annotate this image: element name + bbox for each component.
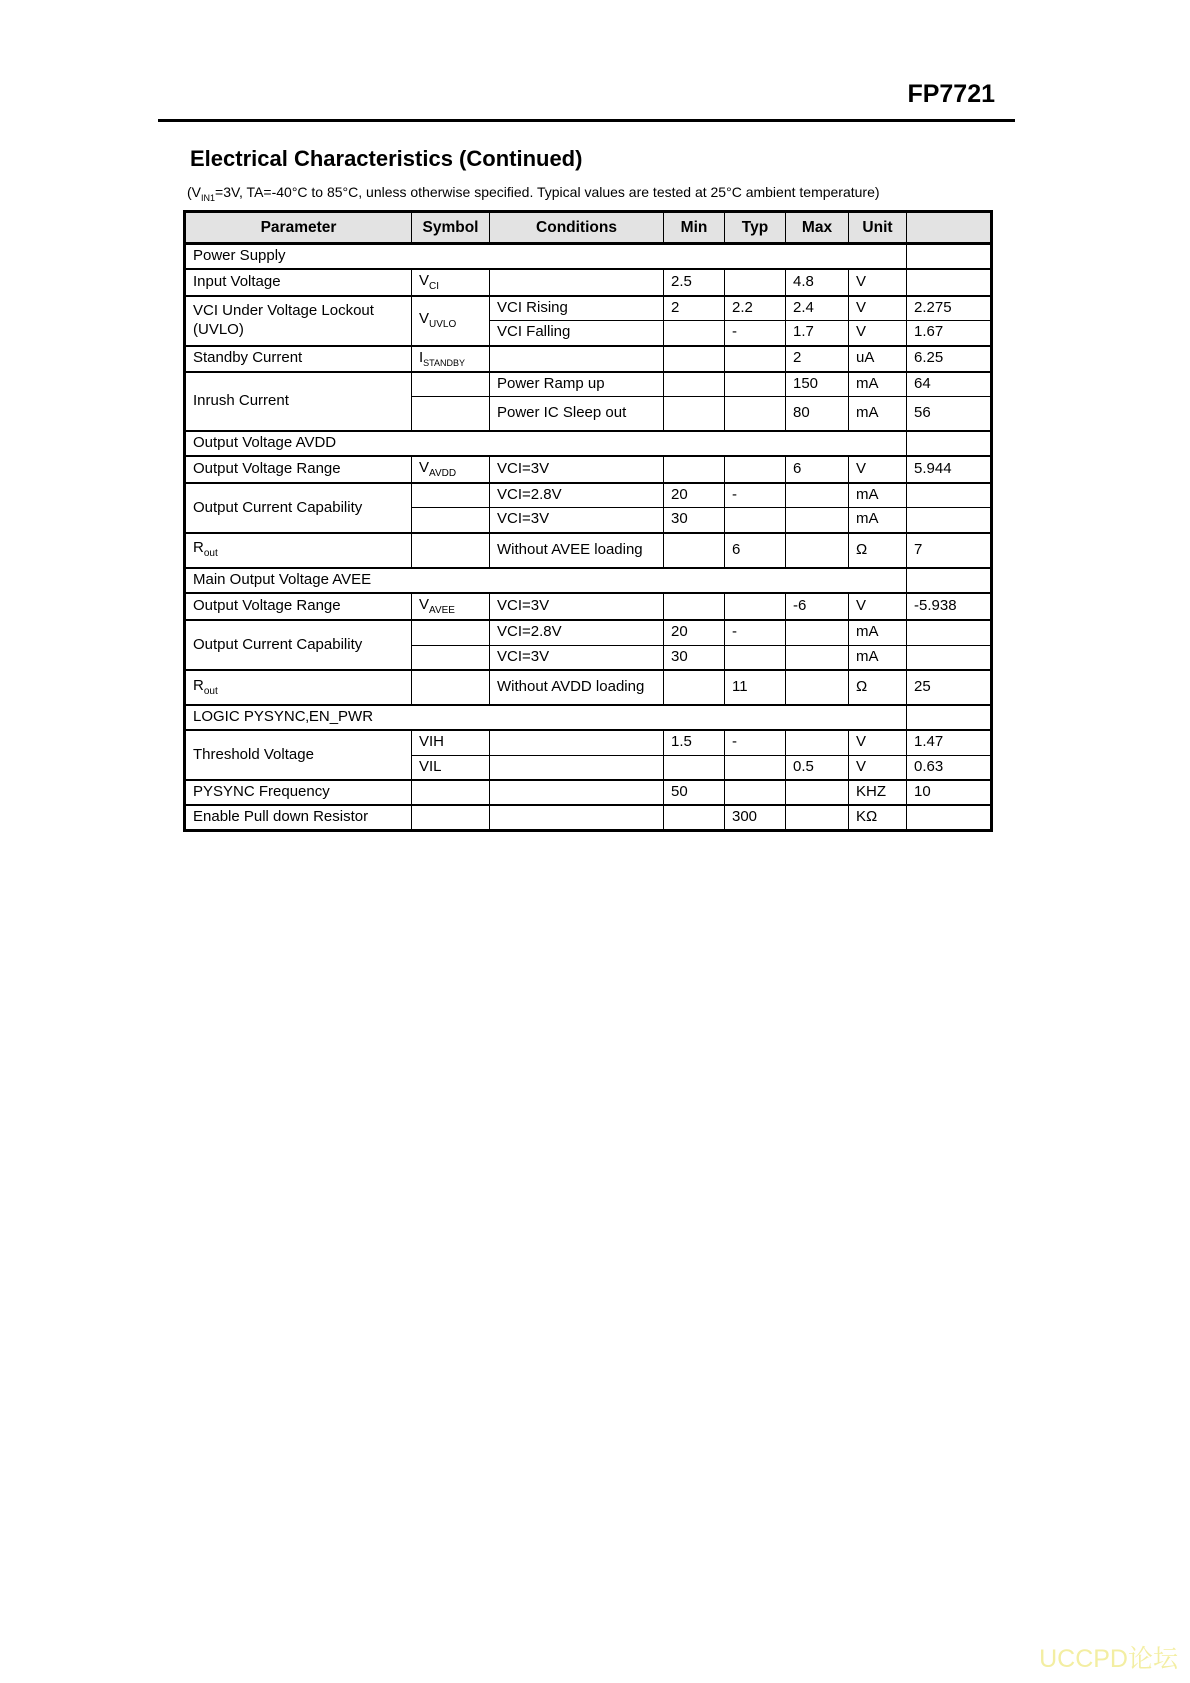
cell-typ [725, 755, 786, 780]
col-header-conditions: Conditions [490, 212, 664, 244]
cell-conditions: Without AVDD loading [490, 670, 664, 705]
cell-min [664, 456, 725, 484]
cell-unit: V [849, 269, 907, 297]
cell-measured: 1.67 [907, 321, 992, 346]
cell-min [664, 321, 725, 346]
cell-unit: mA [849, 483, 907, 507]
cell-measured: 25 [907, 670, 992, 705]
cell-unit: Ω [849, 670, 907, 705]
cell-conditions [490, 755, 664, 780]
cell-typ [725, 269, 786, 297]
cell-measured: 1.47 [907, 730, 992, 755]
cell-measured [907, 431, 992, 456]
cell-max: 2 [786, 346, 849, 372]
cell-min: 2.5 [664, 269, 725, 297]
cell-typ: 6 [725, 533, 786, 568]
col-header-extra [907, 212, 992, 244]
cell-max [786, 533, 849, 568]
section-row [185, 568, 992, 593]
cell-parameter: Output Current Capability [185, 620, 412, 670]
cell-typ [725, 508, 786, 533]
cell-typ: 2.2 [725, 296, 786, 320]
cell-max [786, 730, 849, 755]
subtitle-prefix: (V [187, 184, 201, 200]
cell-conditions: VCI=3V [490, 645, 664, 670]
cell-max: 1.7 [786, 321, 849, 346]
cell-conditions: VCI Falling [490, 321, 664, 346]
cell-symbol: $V_{UVLO}$ [412, 296, 490, 345]
cell-max [786, 645, 849, 670]
page-title: Electrical Characteristics (Continued) [190, 146, 583, 171]
cell-symbol [412, 533, 490, 568]
col-header-symbol: Symbol [412, 212, 490, 244]
table-row [185, 593, 992, 621]
col-header-min: Min [664, 212, 725, 244]
cell-max [786, 780, 849, 805]
col-header-typ: Typ [725, 212, 786, 244]
cell-typ: - [725, 620, 786, 645]
cell-typ [725, 372, 786, 397]
cell-conditions [490, 346, 664, 372]
cell-measured: -5.938 [907, 593, 992, 621]
cell-symbol: $I_{STANDBY}$ [412, 346, 490, 372]
cell-typ [725, 346, 786, 372]
cell-max: 4.8 [786, 269, 849, 297]
cell-unit: V [849, 755, 907, 780]
section-row [185, 431, 992, 456]
cell-unit: mA [849, 397, 907, 431]
forum-watermark: UCCPD论坛 [1039, 1645, 1178, 1673]
cell-parameter: PYSYNC Frequency [185, 780, 412, 805]
cell-max [786, 620, 849, 645]
cell-min: 50 [664, 780, 725, 805]
cell-measured: 64 [907, 372, 992, 397]
cell-unit: KΩ [849, 805, 907, 830]
cell-min [664, 593, 725, 621]
cell-typ [725, 780, 786, 805]
cell-parameter: Output Voltage Range [185, 456, 412, 484]
cell-measured [907, 244, 992, 269]
cell-min: 1.5 [664, 730, 725, 755]
cell-symbol [412, 483, 490, 507]
cell-unit: Ω [849, 533, 907, 568]
cell-measured: 56 [907, 397, 992, 431]
cell-parameter: Enable Pull down Resistor [185, 805, 412, 830]
table-row [185, 780, 992, 805]
cell-max [786, 670, 849, 705]
cell-min: 2 [664, 296, 725, 320]
cell-min [664, 755, 725, 780]
cell-max: -6 [786, 593, 849, 621]
header-row [185, 212, 992, 244]
cell-symbol [412, 508, 490, 533]
cell-conditions: Power IC Sleep out [490, 397, 664, 431]
cell-unit: V [849, 296, 907, 320]
cell-measured: 2.275 [907, 296, 992, 320]
cell-parameter: VCI Under Voltage Lockout (UVLO) [185, 296, 412, 345]
cell-measured: 7 [907, 533, 992, 568]
cell-conditions [490, 780, 664, 805]
subtitle-rest: =3V, TA=-40°C to 85°C, unless otherwise specified. Typical values are tested at 25°C ambient temperature) [215, 184, 880, 200]
cell-symbol: $V_{AVDD}$ [412, 456, 490, 484]
cell-symbol [412, 670, 490, 705]
cell-typ: - [725, 730, 786, 755]
table-row [185, 346, 992, 372]
section-title: Power Supply [185, 244, 907, 269]
cell-measured [907, 805, 992, 830]
cell-measured: 0.63 [907, 755, 992, 780]
table-row [185, 620, 992, 645]
cell-symbol [412, 372, 490, 397]
cell-conditions: VCI=3V [490, 508, 664, 533]
cell-typ: - [725, 321, 786, 346]
cell-symbol [412, 780, 490, 805]
cell-conditions: VCI=3V [490, 593, 664, 621]
cell-max [786, 805, 849, 830]
cell-max [786, 508, 849, 533]
table-row [185, 372, 992, 397]
cell-min [664, 372, 725, 397]
cell-measured: 6.25 [907, 346, 992, 372]
cell-conditions: VCI=2.8V [490, 483, 664, 507]
cell-parameter: Output Current Capability [185, 483, 412, 532]
table-row [185, 269, 992, 297]
cell-max: 6 [786, 456, 849, 484]
cell-typ [725, 397, 786, 431]
cell-parameter: Threshold Voltage [185, 730, 412, 780]
cell-symbol: VIL [412, 755, 490, 780]
electrical-characteristics-table [183, 210, 993, 832]
cell-conditions [490, 269, 664, 297]
cell-typ [725, 456, 786, 484]
section-row [185, 244, 992, 269]
section-title: Output Voltage AVDD [185, 431, 907, 456]
cell-measured [907, 568, 992, 593]
cell-symbol: $V_{CI}$ [412, 269, 490, 297]
table-row [185, 805, 992, 830]
subtitle-subscript: IN1 [201, 192, 216, 203]
cell-measured [907, 508, 992, 533]
cell-conditions: VCI=3V [490, 456, 664, 484]
cell-unit: V [849, 321, 907, 346]
cell-conditions: Power Ramp up [490, 372, 664, 397]
test-conditions-note [187, 184, 880, 203]
table-row [185, 483, 992, 507]
cell-measured [907, 620, 992, 645]
cell-typ: - [725, 483, 786, 507]
cell-unit: V [849, 730, 907, 755]
cell-parameter: Inrush Current [185, 372, 412, 431]
cell-unit: mA [849, 508, 907, 533]
doc-code: FP7721 [907, 80, 995, 108]
cell-parameter: $R_{out}$ [185, 533, 412, 568]
cell-parameter: Output Voltage Range [185, 593, 412, 621]
cell-measured [907, 705, 992, 730]
cell-typ: 300 [725, 805, 786, 830]
cell-min [664, 397, 725, 431]
cell-conditions: VCI=2.8V [490, 620, 664, 645]
cell-parameter: Standby Current [185, 346, 412, 372]
cell-conditions [490, 730, 664, 755]
col-header-max: Max [786, 212, 849, 244]
table-row [185, 296, 992, 320]
cell-min: 30 [664, 508, 725, 533]
section-title: LOGIC PYSYNC‚EN_PWR [185, 705, 907, 730]
section-title: Main Output Voltage AVEE [185, 568, 907, 593]
cell-min: 20 [664, 620, 725, 645]
section-row [185, 705, 992, 730]
cell-max: 80 [786, 397, 849, 431]
cell-conditions: Without AVEE loading [490, 533, 664, 568]
cell-min [664, 805, 725, 830]
cell-typ [725, 645, 786, 670]
cell-unit: V [849, 593, 907, 621]
cell-max [786, 483, 849, 507]
cell-measured [907, 483, 992, 507]
cell-measured [907, 269, 992, 297]
cell-measured [907, 645, 992, 670]
cell-min: 30 [664, 645, 725, 670]
cell-conditions [490, 805, 664, 830]
cell-min: 20 [664, 483, 725, 507]
cell-symbol: $V_{AVEE}$ [412, 593, 490, 621]
cell-max: 2.4 [786, 296, 849, 320]
col-header-parameter: Parameter [185, 212, 412, 244]
cell-typ: 11 [725, 670, 786, 705]
cell-unit: KHZ [849, 780, 907, 805]
table-row [185, 456, 992, 484]
cell-unit: mA [849, 620, 907, 645]
cell-min [664, 346, 725, 372]
cell-typ [725, 593, 786, 621]
table-row [185, 533, 992, 568]
cell-unit: mA [849, 645, 907, 670]
cell-symbol: VIH [412, 730, 490, 755]
cell-symbol [412, 645, 490, 670]
cell-symbol [412, 805, 490, 830]
col-header-unit: Unit [849, 212, 907, 244]
table-row [185, 670, 992, 705]
cell-measured: 10 [907, 780, 992, 805]
cell-symbol [412, 397, 490, 431]
header-rule [158, 119, 1015, 122]
cell-unit: uA [849, 346, 907, 372]
table-row [185, 730, 992, 755]
cell-conditions: VCI Rising [490, 296, 664, 320]
cell-parameter: Input Voltage [185, 269, 412, 297]
cell-parameter: $R_{out}$ [185, 670, 412, 705]
cell-min [664, 670, 725, 705]
cell-unit: V [849, 456, 907, 484]
cell-max: 150 [786, 372, 849, 397]
cell-unit: mA [849, 372, 907, 397]
cell-min [664, 533, 725, 568]
cell-symbol [412, 620, 490, 645]
cell-max: 0.5 [786, 755, 849, 780]
cell-measured: 5.944 [907, 456, 992, 484]
